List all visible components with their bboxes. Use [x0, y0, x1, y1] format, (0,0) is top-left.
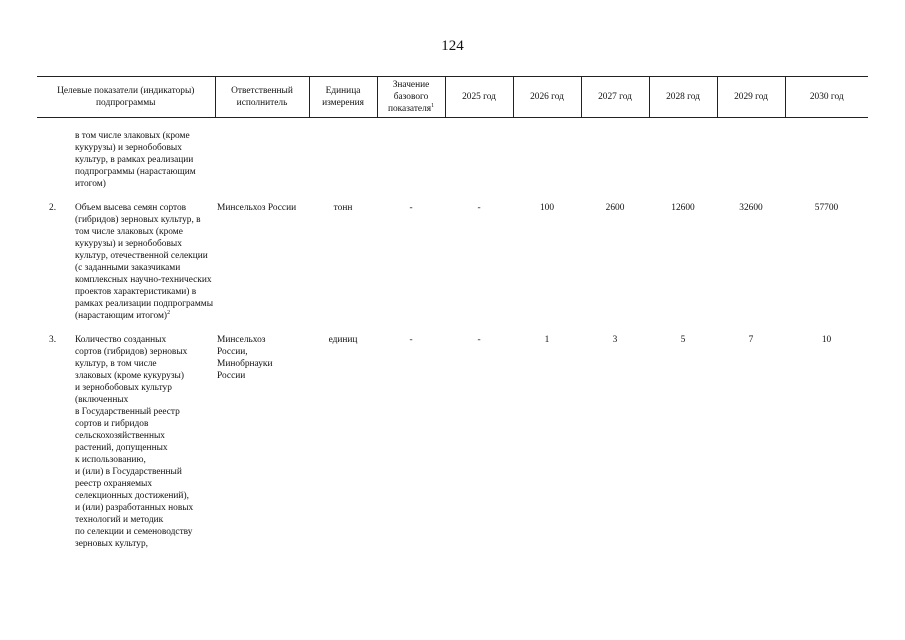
page-number: 124 — [441, 38, 464, 54]
row-executor: Минсельхоз России — [217, 203, 297, 213]
header-executor: Ответственный исполнитель — [215, 77, 309, 118]
indicator-line: растений, допущенных — [75, 443, 168, 453]
row-indicator-text: Объем высева семян сортов (гибридов) зерновых культур, в том числе злаковых (кроме кукурузы) и зернобобовых культур, отечественной селекции (с заданными заказчиками комплексных научно-технических проектов характеристиками) в рамках реализации подпрограммы (нарастающим итогом) — [75, 203, 214, 321]
row-2027: 2600 — [605, 203, 625, 213]
header-2027: 2027 год — [581, 77, 649, 118]
indicator-line: в Государственный реестр — [75, 407, 180, 417]
indicator-line: и (или) разработанных новых — [75, 503, 194, 513]
row-indicator-footnote: 2 — [167, 309, 171, 316]
row-number — [37, 118, 71, 203]
row-2026: 1 — [544, 335, 550, 345]
header-base — [377, 77, 445, 118]
indicator-line: и (или) в Государственный — [75, 467, 182, 477]
indicator-line: (включенных — [75, 395, 129, 405]
header-2030: 2030 год — [785, 77, 868, 118]
indicator-line: реестр охраняемых — [75, 479, 153, 489]
row-2030: 10 — [821, 335, 832, 345]
header-unit: Единица измерения — [309, 77, 377, 118]
header-2028: 2028 год — [649, 77, 717, 118]
indicator-line: по селекции и семеноводству — [75, 527, 193, 537]
row-2026: 100 — [539, 203, 555, 213]
executor-line: Минобрнауки — [217, 359, 273, 369]
header-base-footnote: 1 — [431, 102, 435, 109]
row-2028: 5 — [680, 335, 686, 345]
table-header-row — [37, 77, 868, 118]
indicator-line: к использованию, — [75, 455, 146, 465]
row-2029: 7 — [748, 335, 754, 345]
row-executor — [215, 334, 309, 550]
indicator-line: технологий и методик — [75, 515, 164, 525]
header-indicator: Целевые показатели (индикаторы) подпрограммы — [37, 77, 215, 118]
row-2025: - — [477, 335, 481, 345]
row-2027: 3 — [612, 335, 618, 345]
row-indicator: в том числе злаковых (кроме кукурузы) и зернобобовых культур, в рамках реализации подпрограммы (нарастающим итогом) — [75, 131, 196, 189]
row-unit: тонн — [333, 203, 353, 213]
indicator-line: культур, в том числе — [75, 359, 157, 369]
indicator-line: злаковых (кроме кукурузы) — [75, 371, 184, 381]
indicator-line: сортов (гибридов) зерновых — [75, 347, 188, 357]
row-indicator — [71, 202, 215, 334]
row-number: 3. — [49, 335, 57, 345]
executor-line: России — [217, 371, 246, 381]
indicator-line: селекционных достижений), — [75, 491, 189, 501]
executor-line: России, — [217, 347, 248, 357]
row-2029: 32600 — [739, 203, 763, 213]
row-2028: 12600 — [671, 203, 695, 213]
row-indicator — [71, 334, 215, 550]
row-2025: - — [477, 203, 481, 213]
indicator-line: и зернобобовых культур — [75, 383, 172, 393]
table-row — [37, 334, 868, 550]
indicator-line: сельскохозяйственных — [75, 431, 165, 441]
table-row — [37, 118, 868, 203]
row-base: - — [409, 335, 413, 345]
indicator-line: зерновых культур, — [75, 539, 148, 549]
header-2026: 2026 год — [513, 77, 581, 118]
row-unit: единиц — [328, 335, 358, 345]
indicators-table — [37, 76, 868, 550]
header-base-label: Значение базового показателя — [387, 80, 432, 114]
row-base: - — [409, 203, 413, 213]
row-2030: 57700 — [814, 203, 839, 213]
executor-line: Минсельхоз — [217, 335, 266, 345]
row-number: 2. — [49, 203, 57, 213]
table-row — [37, 202, 868, 334]
header-2025: 2025 год — [445, 77, 513, 118]
header-2029: 2029 год — [717, 77, 785, 118]
indicator-line: сортов и гибридов — [75, 419, 149, 429]
indicator-line: Количество созданных — [75, 335, 167, 345]
